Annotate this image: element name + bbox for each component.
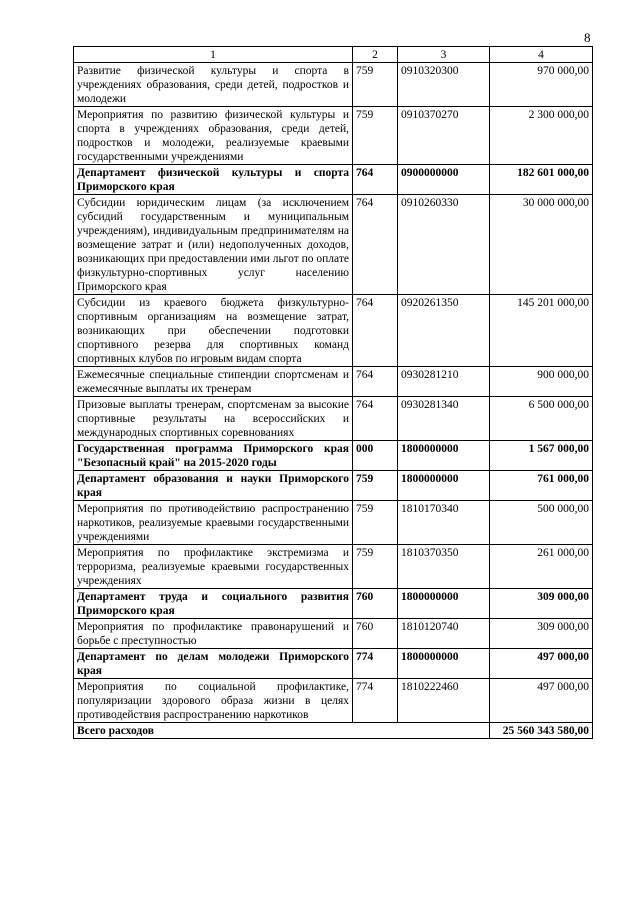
- row-code: 760: [353, 589, 398, 619]
- table-body: [74, 63, 593, 723]
- total-row: [74, 723, 593, 739]
- table-row: [74, 471, 593, 501]
- table-row: [74, 619, 593, 649]
- table-row: [74, 589, 593, 619]
- row-amount: 500 000,00: [490, 501, 593, 545]
- row-code: 760: [353, 619, 398, 649]
- table-row: [74, 545, 593, 589]
- table-row: [74, 501, 593, 545]
- row-name: Мероприятия по противодействию распространению наркотиков, реализуемые краевыми государственными учреждениями: [74, 501, 353, 545]
- row-name: Департамент труда и социального развития Приморского края: [74, 589, 353, 619]
- row-csr: 0920261350: [398, 295, 490, 367]
- row-csr: 1810120740: [398, 619, 490, 649]
- row-csr: 1800000000: [398, 589, 490, 619]
- row-csr: 1800000000: [398, 441, 490, 471]
- row-code: 759: [353, 545, 398, 589]
- row-csr: 1800000000: [398, 471, 490, 501]
- row-code: 759: [353, 63, 398, 107]
- row-name: Субсидии юридическим лицам (за исключением субсидий государственным и муниципальным учреждениям), индивидуальным предпринимателям на возмещение затрат и (или) недополученных доходов, возникающих при предоставлении ими льгот по оплате физкультурно-спортивных услуг населению Приморского края: [74, 195, 353, 295]
- row-code: 764: [353, 397, 398, 441]
- page-number: 8: [584, 30, 591, 45]
- row-csr: 0910370270: [398, 107, 490, 165]
- row-amount: 497 000,00: [490, 679, 593, 723]
- row-name: Департамент по делам молодежи Приморского края: [74, 649, 353, 679]
- row-csr: 0930281340: [398, 397, 490, 441]
- row-amount: 6 500 000,00: [490, 397, 593, 441]
- row-code: 764: [353, 367, 398, 397]
- row-name: Ежемесячные специальные стипендии спортсменам и ежемесячные выплаты их тренерам: [74, 367, 353, 397]
- table-row: [74, 441, 593, 471]
- table-row: [74, 63, 593, 107]
- row-name: Субсидии из краевого бюджета физкультурно-спортивным организациям на возмещение затрат, возникающих при обеспечении подготовки спортивного резерва для спортивных команд спортивных клубов по игровым видам спорта: [74, 295, 353, 367]
- row-amount: 1 567 000,00: [490, 441, 593, 471]
- row-amount: 261 000,00: [490, 545, 593, 589]
- row-code: 759: [353, 501, 398, 545]
- row-name: Мероприятия по социальной профилактике, популяризации здорового образа жизни в целях противодействия распространению наркотиков: [74, 679, 353, 723]
- total-amount: 25 560 343 580,00: [490, 723, 593, 739]
- row-code: 764: [353, 165, 398, 195]
- row-amount: 309 000,00: [490, 589, 593, 619]
- row-amount: 761 000,00: [490, 471, 593, 501]
- row-name: Государственная программа Приморского края "Безопасный край" на 2015-2020 годы: [74, 441, 353, 471]
- header-cell-csr: 3: [398, 47, 490, 63]
- row-amount: 497 000,00: [490, 649, 593, 679]
- row-csr: 1810222460: [398, 679, 490, 723]
- row-name: Департамент физической культуры и спорта Приморского края: [74, 165, 353, 195]
- budget-table: [73, 46, 593, 739]
- table-header-row: [74, 47, 593, 63]
- row-code: 759: [353, 107, 398, 165]
- header-cell-code: 2: [353, 47, 398, 63]
- row-code: 764: [353, 195, 398, 295]
- row-csr: 0910260330: [398, 195, 490, 295]
- row-name: Мероприятия по профилактике экстремизма и терроризма, реализуемые краевыми государственных учреждениях: [74, 545, 353, 589]
- row-name: Призовые выплаты тренерам, спортсменам за высокие спортивные результаты на всероссийских и международных спортивных соревнованиях: [74, 397, 353, 441]
- row-amount: 182 601 000,00: [490, 165, 593, 195]
- row-csr: 1800000000: [398, 649, 490, 679]
- row-amount: 970 000,00: [490, 63, 593, 107]
- total-label: Всего расходов: [74, 723, 490, 739]
- row-amount: 900 000,00: [490, 367, 593, 397]
- row-csr: 0900000000: [398, 165, 490, 195]
- row-name: Мероприятия по развитию физической культуры и спорта в учреждениях образования, среди детей, подростков и молодежи, реализуемые краевыми государственными учреждениями: [74, 107, 353, 165]
- row-name: Развитие физической культуры и спорта в учреждениях образования, среди детей, подростков и молодежи: [74, 63, 353, 107]
- row-code: 774: [353, 679, 398, 723]
- row-amount: 145 201 000,00: [490, 295, 593, 367]
- row-code: 764: [353, 295, 398, 367]
- row-csr: 1810170340: [398, 501, 490, 545]
- row-code: 000: [353, 441, 398, 471]
- row-amount: 30 000 000,00: [490, 195, 593, 295]
- table-row: [74, 107, 593, 165]
- header-cell-amount: 4: [490, 47, 593, 63]
- row-code: 774: [353, 649, 398, 679]
- row-code: 759: [353, 471, 398, 501]
- table-row: [74, 367, 593, 397]
- table-row: [74, 649, 593, 679]
- header-cell-name: 1: [74, 47, 353, 63]
- row-csr: 0930281210: [398, 367, 490, 397]
- table-row: [74, 679, 593, 723]
- table-row: [74, 295, 593, 367]
- row-csr: 1810370350: [398, 545, 490, 589]
- row-csr: 0910320300: [398, 63, 490, 107]
- row-amount: 309 000,00: [490, 619, 593, 649]
- row-name: Департамент образования и науки Приморского края: [74, 471, 353, 501]
- table-row: [74, 195, 593, 295]
- table-row: [74, 397, 593, 441]
- row-name: Мероприятия по профилактике правонарушений и борьбе с преступностью: [74, 619, 353, 649]
- table-row: [74, 165, 593, 195]
- row-amount: 2 300 000,00: [490, 107, 593, 165]
